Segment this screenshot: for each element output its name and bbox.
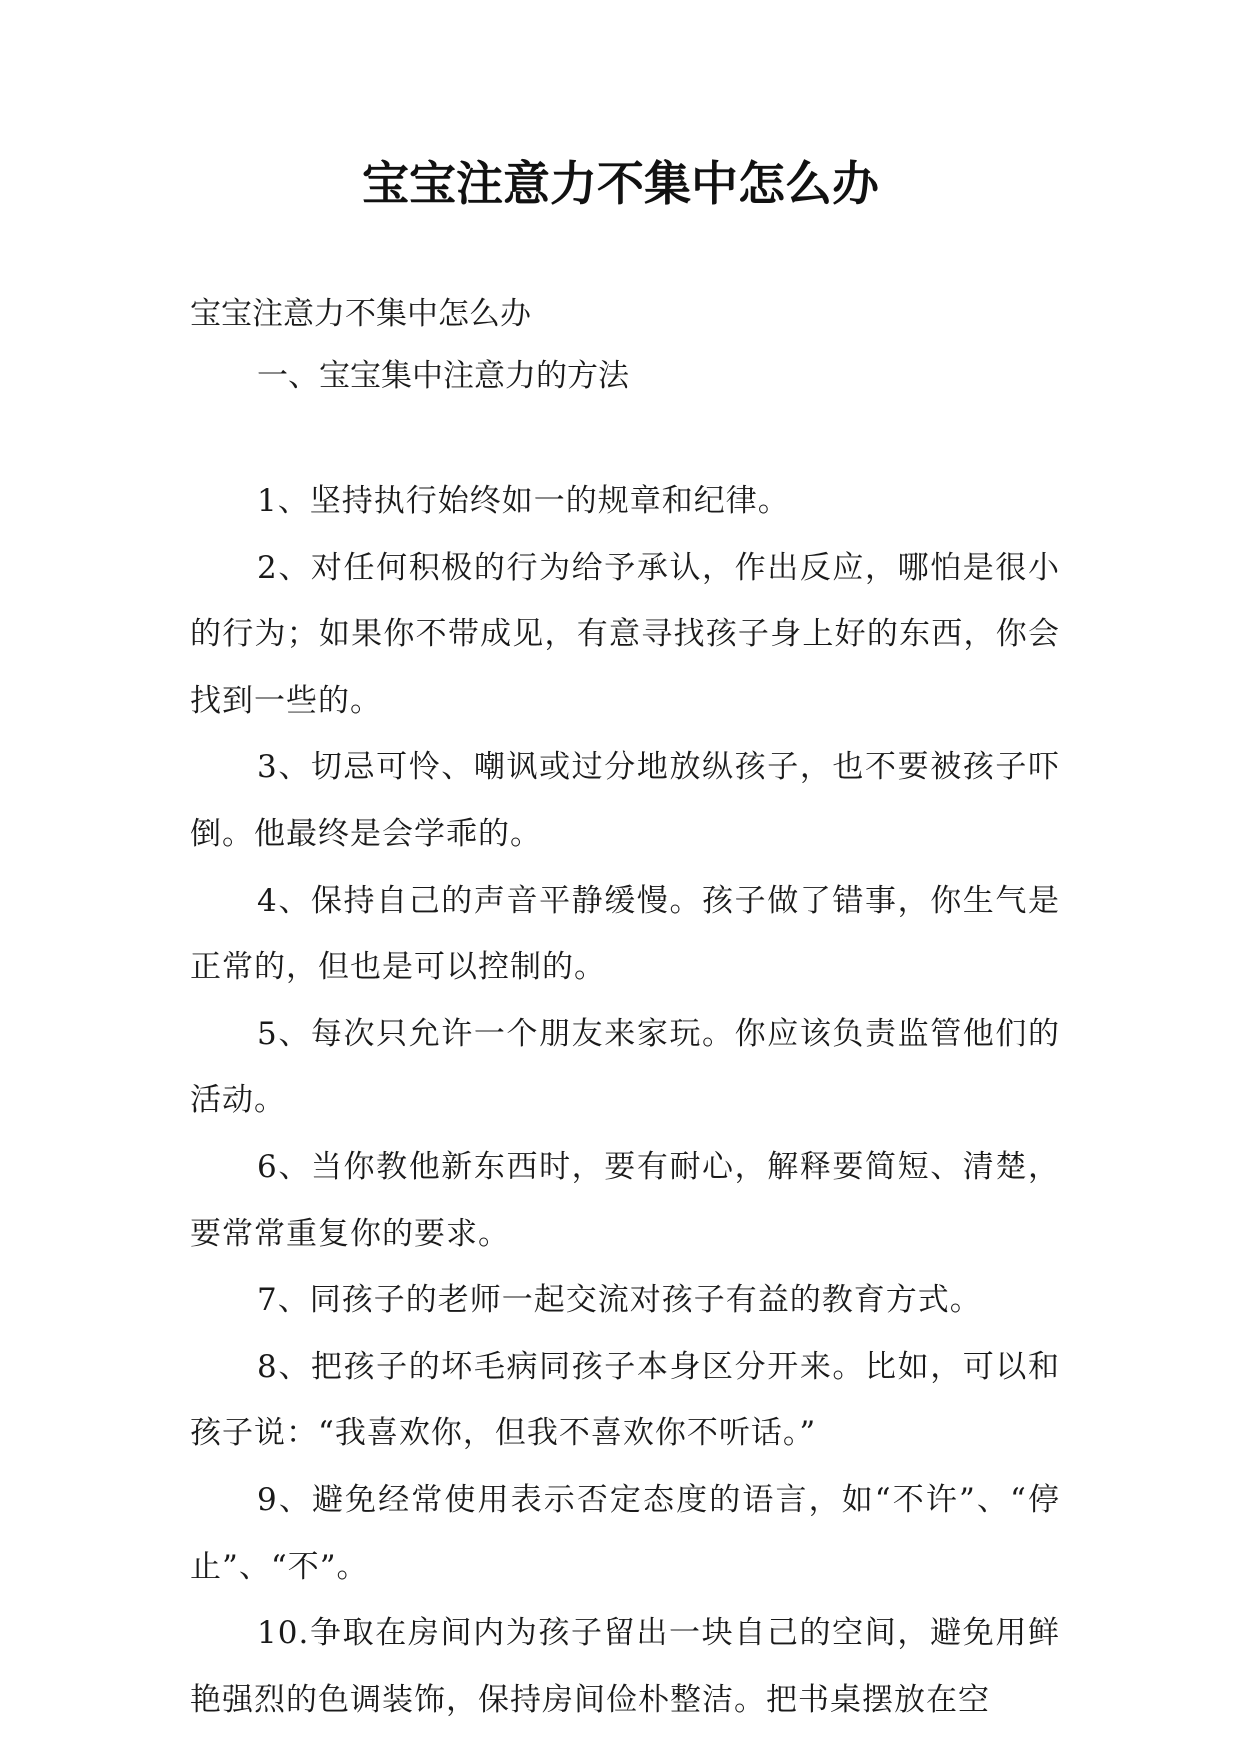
paragraph-10: 10.争取在房间内为孩子留出一块自己的空间，避免用鲜艳强烈的色调装饰，保持房间俭朴整洁。把书桌摆放在空	[190, 1615, 1060, 1718]
paragraph-4: 4、保持自己的声音平静缓慢。孩子做了错事，你生气是正常的，但也是可以控制的。	[190, 882, 1060, 986]
paragraph-6: 6、当你教他新东西时，要有耐心，解释要简短、清楚，要常常重复你的要求。	[190, 1148, 1060, 1252]
document-title: 宝宝注意力不集中怎么办	[362, 157, 879, 212]
paragraph-7: 7、同孩子的老师一起交流对孩子有益的教育方式。	[257, 1282, 982, 1319]
paragraph-3: 3、切忌可怜、嘲讽或过分地放纵孩子，也不要被孩子吓倒。他最终是会学乖的。	[190, 749, 1060, 852]
document-body	[190, 468, 1060, 1733]
paragraph-1: 1、坚持执行始终如一的规章和纪律。	[257, 483, 790, 519]
document-subtitle: 宝宝注意力不集中怎么办	[190, 296, 531, 332]
section-heading: 一、宝宝集中注意力的方法	[257, 358, 629, 394]
paragraph-9: 9、避免经常使用表示否定态度的语言，如“不许”、“停止”、“不”。	[190, 1481, 1060, 1585]
paragraph-5: 5、每次只允许一个朋友来家玩。你应该负责监管他们的活动。	[190, 1015, 1060, 1119]
paragraph-8: 8、把孩子的坏毛病同孩子本身区分开来。比如，可以和孩子说：“我喜欢你，但我不喜欢你不听话。”	[190, 1348, 1060, 1452]
paragraph-2: 2、对任何积极的行为给予承认，作出反应，哪怕是很小的行为；如果你不带成见，有意寻找孩子身上好的东西，你会找到一些的。	[190, 549, 1060, 719]
